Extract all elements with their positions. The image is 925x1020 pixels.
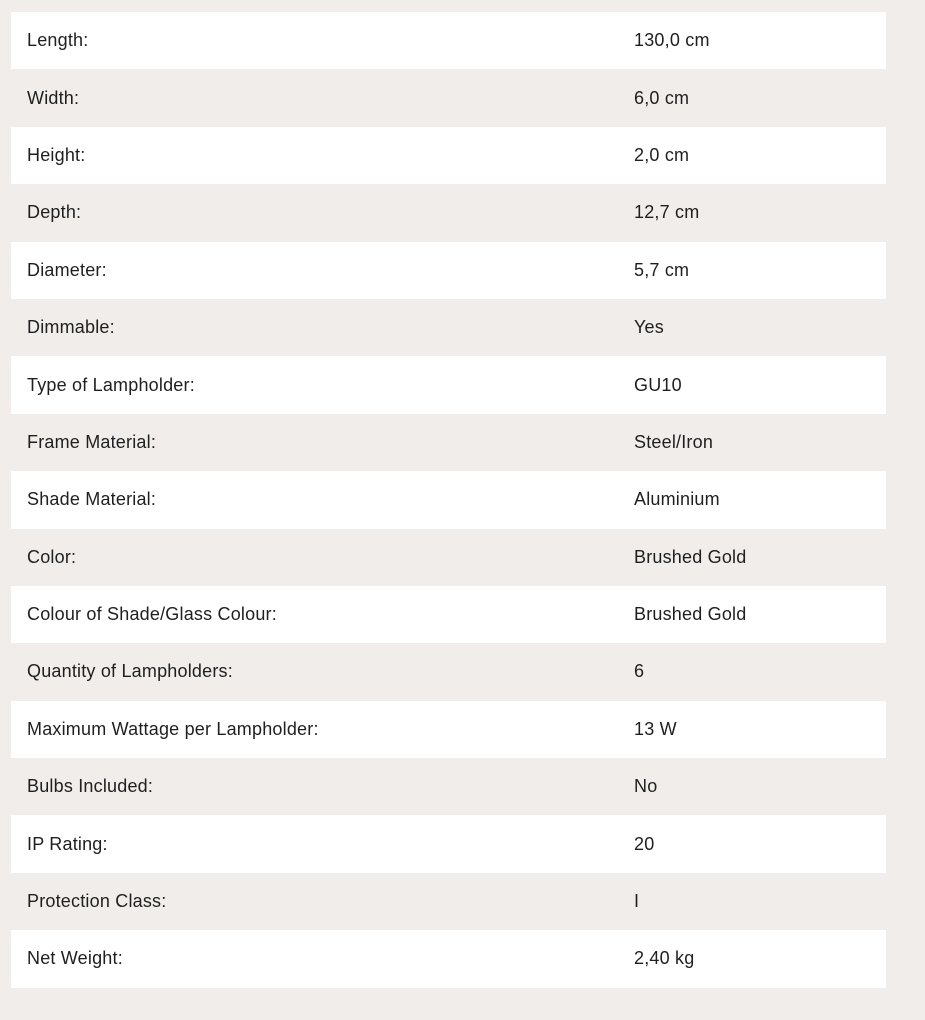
spec-value: 13 W — [634, 718, 677, 739]
spec-value: I — [634, 891, 640, 912]
spec-label: Height: — [27, 144, 86, 165]
spec-value: Brushed Gold — [634, 604, 747, 625]
spec-value: Yes — [634, 317, 664, 338]
spec-row-lampholder-type — [11, 356, 886, 413]
spec-value: Steel/Iron — [634, 431, 714, 452]
spec-label: Diameter: — [27, 259, 107, 280]
spec-label: Length: — [27, 30, 89, 51]
spec-label: Net Weight: — [27, 948, 123, 969]
spec-label: Quantity of Lampholders: — [27, 661, 233, 682]
spec-label: Protection Class: — [27, 891, 167, 912]
spec-row-depth — [11, 184, 886, 241]
spec-value: 130,0 cm — [634, 30, 710, 51]
spec-value: 2,40 kg — [634, 948, 695, 969]
spec-label: Dimmable: — [27, 317, 115, 338]
spec-row-protection-class — [11, 873, 886, 930]
spec-label: Colour of Shade/Glass Colour: — [27, 604, 277, 625]
spec-row-width — [11, 69, 886, 126]
spec-label: Shade Material: — [27, 489, 157, 510]
spec-row-height — [11, 127, 886, 184]
spec-label: Bulbs Included: — [27, 776, 154, 797]
spec-label: Type of Lampholder: — [27, 374, 195, 395]
spec-row-frame-material — [11, 414, 886, 471]
spec-label: Depth: — [27, 202, 82, 223]
spec-value: 6 — [634, 661, 645, 682]
spec-label: Width: — [27, 87, 80, 108]
spec-value: No — [634, 776, 658, 797]
spec-label: IP Rating: — [27, 833, 108, 854]
spec-row-dimmable — [11, 299, 886, 356]
spec-row-length — [11, 12, 886, 69]
spec-value: Aluminium — [634, 489, 720, 510]
spec-row-bulbs-included — [11, 758, 886, 815]
specifications-table — [11, 12, 886, 988]
spec-label: Maximum Wattage per Lampholder: — [27, 718, 319, 739]
spec-value: 12,7 cm — [634, 202, 700, 223]
spec-value: 6,0 cm — [634, 87, 690, 108]
spec-row-shade-material — [11, 471, 886, 528]
spec-row-color — [11, 529, 886, 586]
spec-row-diameter — [11, 242, 886, 299]
spec-label: Frame Material: — [27, 431, 157, 452]
spec-row-max-wattage — [11, 701, 886, 758]
spec-row-shade-colour — [11, 586, 886, 643]
spec-row-lampholder-quantity — [11, 643, 886, 700]
spec-label: Color: — [27, 546, 77, 567]
spec-value: Brushed Gold — [634, 546, 747, 567]
spec-value: 20 — [634, 833, 655, 854]
spec-row-net-weight — [11, 930, 886, 987]
spec-value: 5,7 cm — [634, 259, 690, 280]
spec-row-ip-rating — [11, 815, 886, 872]
spec-value: 2,0 cm — [634, 144, 690, 165]
spec-value: GU10 — [634, 374, 682, 395]
